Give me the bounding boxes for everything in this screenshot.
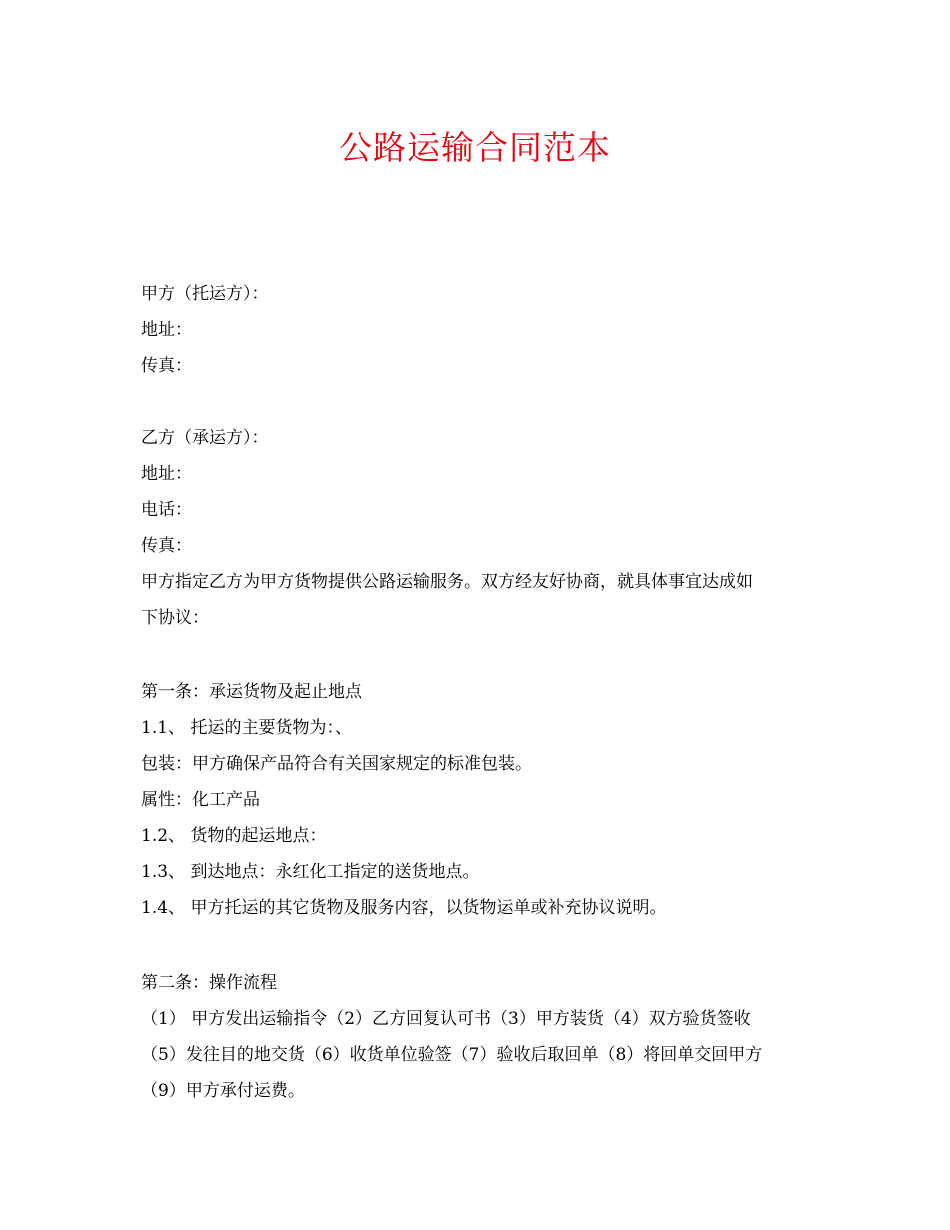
intro-line-1: 甲方指定乙方为甲方货物提供公路运输服务。双方经友好协商，就具体事宜达成如 (141, 572, 753, 592)
article-1-item-1-1: 1.1、 托运的主要货物为：、 (141, 718, 352, 738)
article-1-heading: 第一条：承运货物及起止地点 (141, 682, 362, 702)
article-1-item-1-2: 1.2、 货物的起运地点： (141, 826, 327, 846)
article-1-item-1-3: 1.3、 到达地点：永红化工指定的送货地点。 (141, 862, 480, 882)
document-title: 公路运输合同范本 (339, 128, 611, 167)
article-1-item-1-4: 1.4、 甲方托运的其它货物及服务内容，以货物运单或补充协议说明。 (141, 898, 667, 918)
article-1-attribute: 属性：化工产品 (141, 790, 260, 810)
party-b-block (141, 420, 821, 636)
party-a-address: 地址： (141, 320, 192, 340)
party-b-phone: 电话： (141, 500, 192, 520)
article-1-packaging: 包装：甲方确保产品符合有关国家规定的标准包装。 (141, 754, 532, 774)
article-1-block (141, 674, 821, 926)
party-b-heading: 乙方（承运方）： (141, 428, 269, 448)
party-b-fax: 传真： (141, 536, 192, 556)
intro-line-2: 下协议： (141, 608, 209, 628)
party-a-block (141, 276, 821, 384)
article-2-line-3: （9）甲方承付运费。 (141, 1081, 305, 1101)
article-2-line-2: （5）发往目的地交货（6）收货单位验签（7）验收后取回单（8）将回单交回甲方 (141, 1045, 763, 1065)
party-b-address: 地址： (141, 464, 192, 484)
article-2-heading: 第二条：操作流程 (141, 973, 277, 993)
party-a-fax: 传真： (141, 356, 192, 376)
party-a-heading: 甲方（托运方）： (141, 284, 269, 304)
article-2-line-1: （1） 甲方发出运输指令（2）乙方回复认可书（3）甲方装货（4）双方验货签收 (141, 1009, 751, 1029)
article-2-block (141, 965, 821, 1109)
